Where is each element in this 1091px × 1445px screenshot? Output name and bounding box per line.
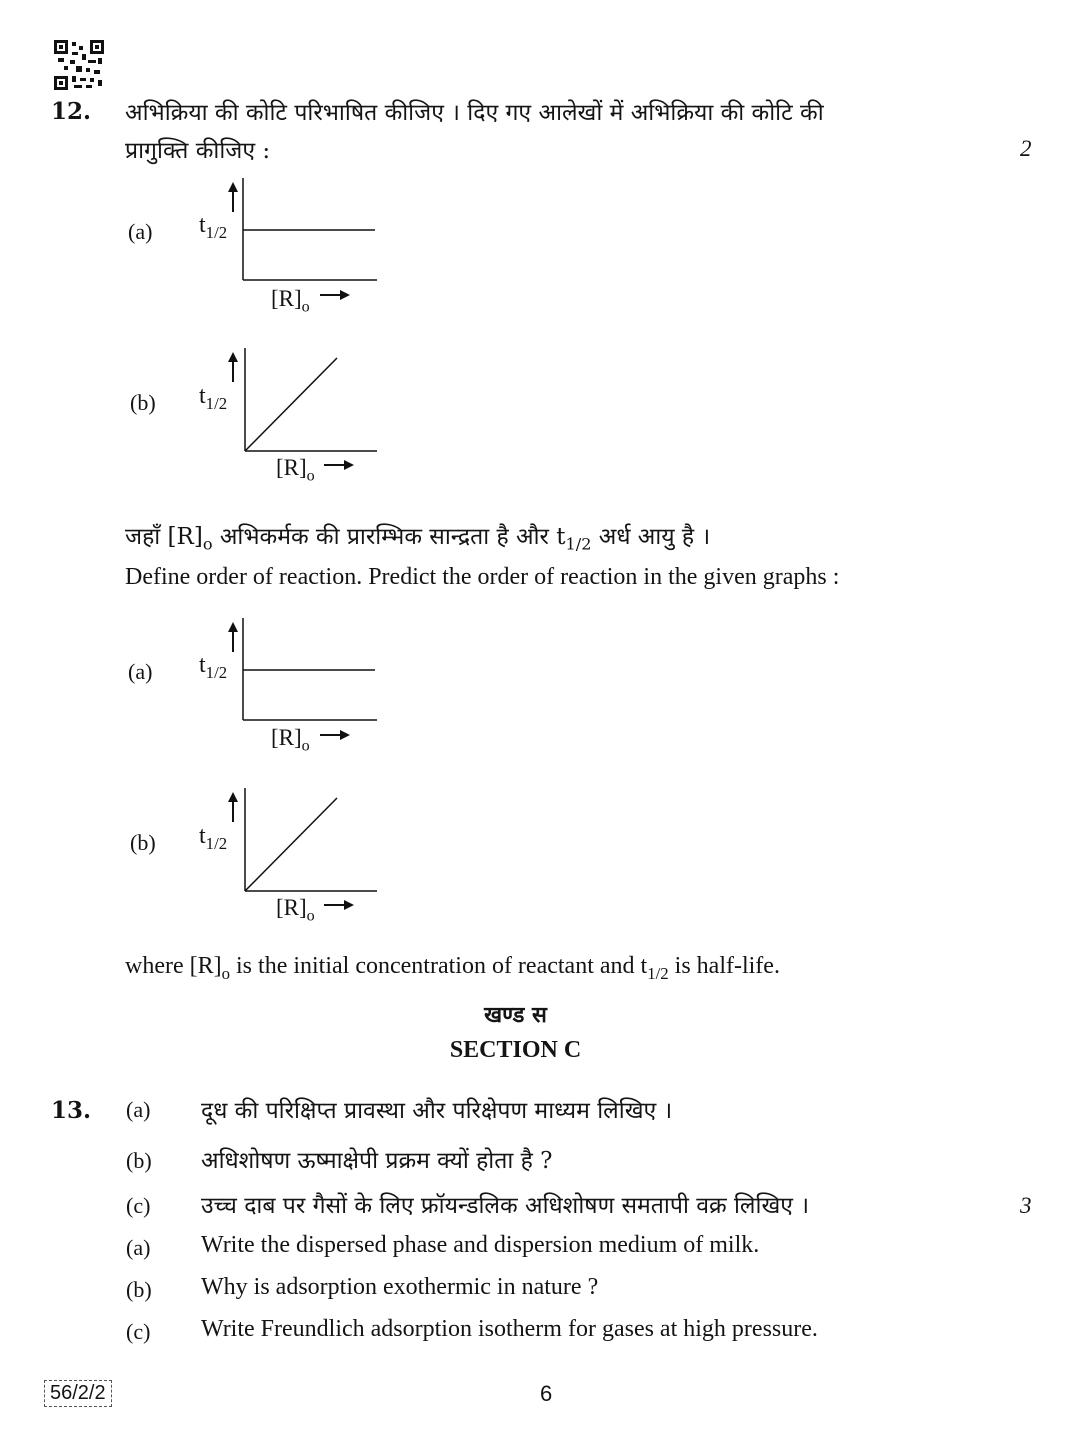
x-axis-label: $[R]_o$ bbox=[276, 455, 315, 485]
y-axis-label: $t_{1/2}$ bbox=[199, 823, 228, 853]
part-text-hindi: दूध की परिक्षिप्त प्रावस्था और परिक्षेपण माध्यम लिखिए । bbox=[201, 1098, 673, 1124]
graph-label-a: (a) bbox=[128, 219, 153, 244]
part-text-english: Write Freundlich adsorption isotherm for gases at high pressure. bbox=[201, 1316, 818, 1342]
graph-label-b: (b) bbox=[130, 830, 156, 855]
english-note: where $[R]_o$ is the initial concentration of reactant and $t_{1/2}$ is half-life. bbox=[125, 953, 780, 983]
x-axis-label: $[R]_o$ bbox=[271, 286, 310, 316]
x-axis-arrow bbox=[324, 897, 358, 913]
part-label: (a) bbox=[126, 1235, 151, 1260]
section-heading-hindi: खण्ड स bbox=[484, 1002, 547, 1028]
y-axis-label: $t_{1/2}$ bbox=[199, 383, 228, 413]
y-arrowhead bbox=[228, 792, 238, 802]
x-axis-arrow bbox=[320, 287, 354, 303]
question-text-hindi-line2: प्रागुक्ति कीजिए : bbox=[125, 138, 271, 164]
part-text-hindi: उच्च दाब पर गैसों के लिए फ्रॉयन्डलिक अधिशोषण समतापी वक्र लिखिए । bbox=[201, 1193, 810, 1219]
hindi-note: जहाँ $[R]_o$ अभिकर्मक की प्रारम्भिक सान्द्रता है और $t_{1/2}$ अर्ध आयु है । bbox=[125, 524, 711, 554]
page-number: 6 bbox=[540, 1381, 553, 1406]
x-axis-label: $[R]_o$ bbox=[276, 895, 315, 925]
y-axis-label: $t_{1/2}$ bbox=[199, 212, 228, 242]
question-number: 13. bbox=[51, 1097, 92, 1124]
marks: 3 bbox=[1020, 1193, 1032, 1218]
marks: 2 bbox=[1020, 136, 1032, 161]
y-arrowhead bbox=[228, 352, 238, 362]
x-axis-label: $[R]_o$ bbox=[271, 725, 310, 755]
y-axis-label: $t_{1/2}$ bbox=[199, 652, 228, 682]
qr-code bbox=[54, 40, 104, 90]
data-line-linear bbox=[245, 358, 337, 451]
part-text-english: Write the dispersed phase and dispersion medium of milk. bbox=[201, 1232, 760, 1258]
part-label: (b) bbox=[126, 1277, 152, 1302]
part-label: (c) bbox=[126, 1319, 151, 1344]
part-text-english: Why is adsorption exothermic in nature ? bbox=[201, 1274, 599, 1300]
paper-code: 56/2/2 bbox=[44, 1380, 112, 1407]
x-axis-arrow bbox=[320, 727, 354, 743]
x-axis-arrow bbox=[324, 457, 358, 473]
part-text-hindi: अधिशोषण ऊष्माक्षेपी प्रक्रम क्यों होता है ? bbox=[201, 1148, 553, 1174]
y-arrowhead bbox=[228, 182, 238, 192]
question-text-hindi-line1: अभिक्रिया की कोटि परिभाषित कीजिए । दिए गए आलेखों में अभिक्रिया की कोटि की bbox=[125, 100, 824, 126]
y-arrowhead bbox=[228, 622, 238, 632]
part-label: (b) bbox=[126, 1148, 152, 1173]
question-number: 12. bbox=[51, 98, 92, 125]
graph-label-a: (a) bbox=[128, 659, 153, 684]
part-label: (c) bbox=[126, 1193, 151, 1218]
graph-label-b: (b) bbox=[130, 390, 156, 415]
question-text-english: Define order of reaction. Predict the order of reaction in the given graphs : bbox=[125, 564, 840, 590]
data-line-linear bbox=[245, 798, 337, 891]
section-heading-english: SECTION C bbox=[449, 1037, 582, 1063]
part-label: (a) bbox=[126, 1097, 151, 1122]
